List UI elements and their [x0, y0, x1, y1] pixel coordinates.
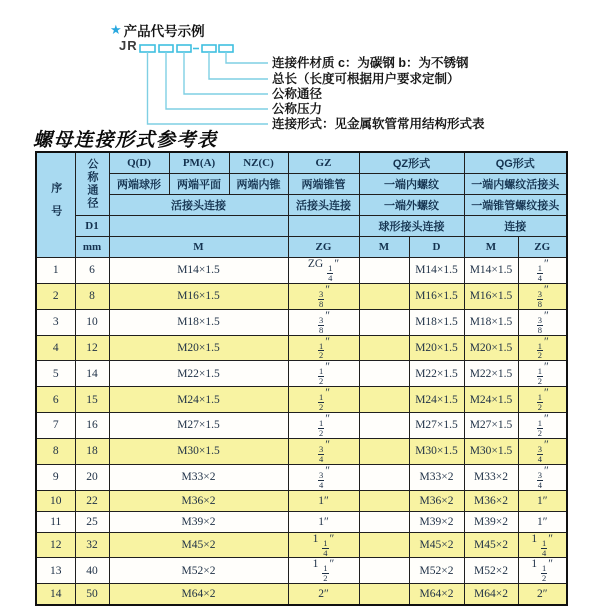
cell-qg-m: M45×2 [464, 532, 518, 558]
cell-qg-m: M39×2 [464, 511, 518, 532]
diagram-title-text: 产品代号示例 [123, 24, 205, 39]
cell-qg-m: M27×1.5 [464, 413, 518, 439]
header-empty-left [109, 216, 288, 237]
header-pm-code: PM(A) [169, 152, 229, 174]
table-row [36, 464, 567, 490]
cell-dn: 40 [75, 558, 109, 584]
header-tongjing: 公称通径 [75, 152, 109, 216]
cell-qz-d: M33×2 [409, 464, 464, 490]
cell-qg-m: M24×1.5 [464, 387, 518, 413]
cell-qz-d: M45×2 [409, 532, 464, 558]
cell-dn: 50 [75, 584, 109, 606]
cell-gz: $\frac{1}{2}$ ″ [288, 413, 359, 439]
cell-qz-d: M52×2 [409, 558, 464, 584]
table-row [36, 584, 567, 606]
cell-qg-m: M22×1.5 [464, 361, 518, 387]
header-qg-row4: 连接 [464, 216, 567, 237]
cell-gz: 1 $\frac{1}{4}$ ″ [288, 532, 359, 558]
cell-no: 12 [36, 532, 75, 558]
cell-m: M36×2 [109, 490, 288, 511]
nut-connection-table [35, 151, 568, 606]
cell-m: M33×2 [109, 464, 288, 490]
cell-no: 10 [36, 490, 75, 511]
header-q-code: Q(D) [109, 152, 169, 174]
cell-qg-zg: $\frac{3}{4}$ ″ [518, 438, 567, 464]
label-nominal-pressure: 公称压力 [272, 102, 323, 116]
cell-dn: 12 [75, 335, 109, 361]
cell-qz-m [359, 413, 409, 439]
header-unit-qz-d: D [409, 237, 464, 258]
table-row [36, 387, 567, 413]
cell-m: M22×1.5 [109, 361, 288, 387]
cell-no: 4 [36, 335, 75, 361]
cell-dn: 8 [75, 283, 109, 309]
cell-gz: $\frac{3}{4}$ ″ [288, 464, 359, 490]
cell-dn: 6 [75, 258, 109, 284]
cell-qz-d: M27×1.5 [409, 413, 464, 439]
cell-qz-m [359, 283, 409, 309]
cell-qg-zg: $\frac{1}{2}$ ″ [518, 335, 567, 361]
cell-m: M16×1.5 [109, 283, 288, 309]
cell-gz: 1″ [288, 490, 359, 511]
leader-lines [148, 52, 269, 124]
cell-dn: 14 [75, 361, 109, 387]
cell-m: M30×1.5 [109, 438, 288, 464]
cell-no: 5 [36, 361, 75, 387]
cell-gz: 1 $\frac{1}{2}$ ″ [288, 558, 359, 584]
cell-qg-zg: 1 $\frac{1}{4}$ ″ [518, 532, 567, 558]
cell-qg-m: M20×1.5 [464, 335, 518, 361]
cell-qz-d: M39×2 [409, 511, 464, 532]
cell-qz-m [359, 309, 409, 335]
cell-qg-zg: 2″ [518, 584, 567, 606]
cell-qg-zg: 1 $\frac{1}{2}$ ″ [518, 558, 567, 584]
cell-qz-m [359, 335, 409, 361]
header-unit-qg-m: M [464, 237, 518, 258]
cell-qz-m [359, 258, 409, 284]
cell-m: M45×2 [109, 532, 288, 558]
header-unit-qz-m: M [359, 237, 409, 258]
cell-qg-m: M30×1.5 [464, 438, 518, 464]
cell-qz-m [359, 558, 409, 584]
cell-dn: 20 [75, 464, 109, 490]
cell-qz-d: M22×1.5 [409, 361, 464, 387]
cell-qg-zg: $\frac{1}{4}$ ″ [518, 258, 567, 284]
cell-gz: $\frac{3}{8}$ ″ [288, 283, 359, 309]
cell-no: 13 [36, 558, 75, 584]
table-row [36, 309, 567, 335]
header-mm: mm [75, 237, 109, 258]
cell-gz: 1″ [288, 511, 359, 532]
cell-qg-m: M33×2 [464, 464, 518, 490]
cell-m: M14×1.5 [109, 258, 288, 284]
table-header [36, 152, 567, 258]
cell-qz-m [359, 490, 409, 511]
table-row [36, 511, 567, 532]
cell-qg-zg: $\frac{1}{2}$ ″ [518, 387, 567, 413]
table-row [36, 438, 567, 464]
header-unit-m: M [109, 237, 288, 258]
label-total-length: 总长（长度可根据用户要求定制） [272, 72, 460, 86]
cell-gz: 2″ [288, 584, 359, 606]
header-xuhao: 序号 [36, 152, 75, 258]
table-row [36, 258, 567, 284]
header-q-ends: 两端球形 [109, 174, 169, 195]
cell-qz-m [359, 387, 409, 413]
table-row [36, 361, 567, 387]
cell-dn: 16 [75, 413, 109, 439]
header-qg-code: QG形式 [464, 152, 567, 174]
header-gz-ends: 两端锥管 [288, 174, 359, 195]
label-material: 连接件材质 c：为碳钢 b：为不锈钢 [272, 56, 469, 70]
cell-qz-m [359, 532, 409, 558]
cell-qg-m: M64×2 [464, 584, 518, 606]
code-boxes [140, 45, 233, 52]
header-qz-row3: 一端外螺纹 [359, 195, 464, 216]
cell-dn: 15 [75, 387, 109, 413]
table-row [36, 283, 567, 309]
header-union-row3: 活接头连接 [109, 195, 288, 216]
cell-qg-zg: $\frac{3}{4}$ ″ [518, 464, 567, 490]
cell-m: M24×1.5 [109, 387, 288, 413]
cell-qg-m: M52×2 [464, 558, 518, 584]
cell-no: 11 [36, 511, 75, 532]
header-gz-row3: 活接头连接 [288, 195, 359, 216]
cell-dn: 10 [75, 309, 109, 335]
cell-qg-zg: $\frac{3}{8}$ ″ [518, 309, 567, 335]
cell-no: 1 [36, 258, 75, 284]
cell-qz-m [359, 438, 409, 464]
header-qz-code: QZ形式 [359, 152, 464, 174]
cell-dn: 32 [75, 532, 109, 558]
cell-qg-m: M36×2 [464, 490, 518, 511]
cell-qz-m [359, 584, 409, 606]
cell-qz-d: M30×1.5 [409, 438, 464, 464]
header-qz-row2: 一端内螺纹 [359, 174, 464, 195]
header-unit-qg-zg: ZG [518, 237, 567, 258]
cell-qg-zg: 1″ [518, 511, 567, 532]
cell-no: 14 [36, 584, 75, 606]
cell-no: 3 [36, 309, 75, 335]
cell-dn: 22 [75, 490, 109, 511]
cell-no: 2 [36, 283, 75, 309]
header-qz-row4: 球形接头连接 [359, 216, 464, 237]
cell-gz: $\frac{1}{2}$ ″ [288, 387, 359, 413]
header-qg-row3: 一端锥管螺纹接头 [464, 195, 567, 216]
cell-qg-m: M16×1.5 [464, 283, 518, 309]
cell-no: 8 [36, 438, 75, 464]
cell-dn: 25 [75, 511, 109, 532]
cell-qg-m: M18×1.5 [464, 309, 518, 335]
cell-qg-m: M14×1.5 [464, 258, 518, 284]
cell-gz: ZG $\frac{1}{4}$ ″ [288, 258, 359, 284]
label-connection-type: 连接形式：见金属软管常用结构形式表 [272, 117, 485, 131]
cell-qz-m [359, 511, 409, 532]
header-gz-code: GZ [288, 152, 359, 174]
cell-qg-zg: $\frac{1}{2}$ ″ [518, 361, 567, 387]
cell-qz-d: M20×1.5 [409, 335, 464, 361]
cell-qg-zg: $\frac{1}{2}$ ″ [518, 413, 567, 439]
cell-m: M20×1.5 [109, 335, 288, 361]
header-d1: D1 [75, 216, 109, 237]
star-icon: ★ [110, 22, 122, 37]
label-nominal-diameter: 公称通径 [272, 87, 323, 101]
header-unit-zg: ZG [288, 237, 359, 258]
header-pm-ends: 两端平面 [169, 174, 229, 195]
table-row [36, 532, 567, 558]
cell-qz-m [359, 464, 409, 490]
table-row [36, 413, 567, 439]
product-code-prefix: JR [119, 38, 138, 53]
table-row [36, 490, 567, 511]
cell-qz-m [359, 361, 409, 387]
cell-m: M39×2 [109, 511, 288, 532]
cell-qg-zg: $\frac{3}{8}$ ″ [518, 283, 567, 309]
table-title: 螺母连接形式参考表 [33, 129, 218, 151]
cell-gz: $\frac{3}{8}$ ″ [288, 309, 359, 335]
cell-no: 7 [36, 413, 75, 439]
table-body [36, 258, 567, 606]
cell-gz: $\frac{3}{4}$ ″ [288, 438, 359, 464]
cell-m: M64×2 [109, 584, 288, 606]
header-nz-code: NZ(C) [229, 152, 288, 174]
table-row [36, 335, 567, 361]
cell-qz-d: M36×2 [409, 490, 464, 511]
cell-qz-d: M64×2 [409, 584, 464, 606]
cell-no: 9 [36, 464, 75, 490]
cell-gz: $\frac{1}{2}$ ″ [288, 335, 359, 361]
cell-qz-d: M18×1.5 [409, 309, 464, 335]
cell-m: M52×2 [109, 558, 288, 584]
cell-gz: $\frac{1}{2}$ ″ [288, 361, 359, 387]
header-qg-row2: 一端内螺纹活接头 [464, 174, 567, 195]
cell-no: 6 [36, 387, 75, 413]
cell-m: M27×1.5 [109, 413, 288, 439]
cell-qg-zg: 1″ [518, 490, 567, 511]
cell-dn: 18 [75, 438, 109, 464]
table-row [36, 558, 567, 584]
cell-qz-d: M14×1.5 [409, 258, 464, 284]
cell-qz-d: M16×1.5 [409, 283, 464, 309]
cell-qz-d: M24×1.5 [409, 387, 464, 413]
header-nz-ends: 两端内锥 [229, 174, 288, 195]
cell-m: M18×1.5 [109, 309, 288, 335]
header-empty-gz [288, 216, 359, 237]
